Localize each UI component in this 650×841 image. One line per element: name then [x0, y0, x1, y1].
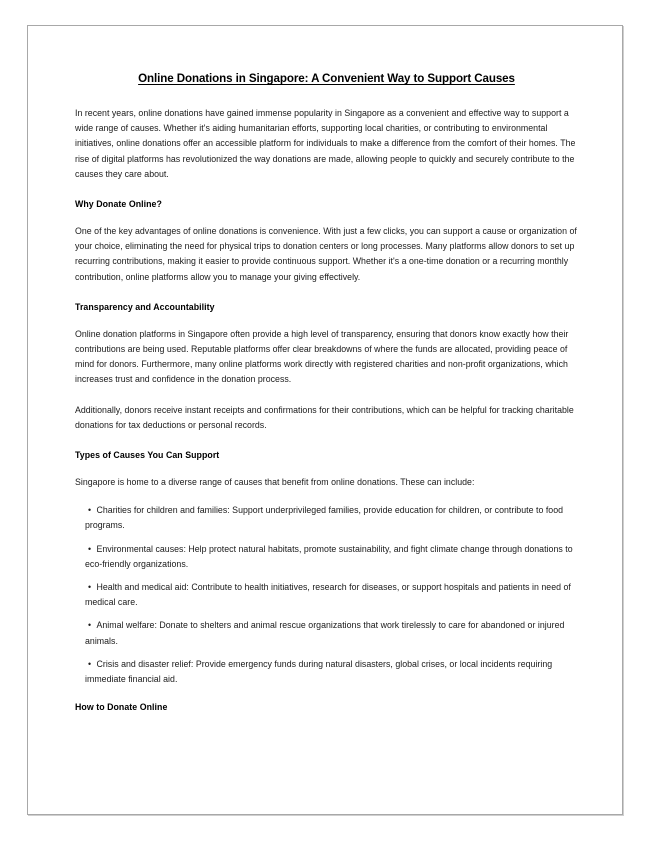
bullet-point-icon: • [88, 620, 92, 631]
page-title: Online Donations in Singapore: A Convenient Way to Support Causes [138, 72, 515, 85]
document-page-frame [27, 25, 623, 815]
spacer [75, 388, 578, 403]
section-paragraph-why-donate-online: One of the key advantages of online donations is convenience. With just a few clicks, you can support a cause or organization of your choice, eliminating the need for physical trips to donation centers or long processes. Many platforms allow donors to set up recurring contributions, making it easier to provide continuous support. Whether it's a one-time donation or a recurring monthly contribution, online platforms allow you to manage your giving effectively. [75, 226, 577, 282]
section-heading-types-of-causes: Types of Causes You Can Support [75, 450, 220, 461]
spacer [75, 314, 578, 327]
list-item-text: Environmental causes: Help protect natural habitats, promote sustainability, and fight climate change through donations to eco-friendly organizations. [85, 543, 573, 569]
list-item-text: Health and medical aid: Contribute to health initiatives, research for diseases, or support hospitals and patients in need of medical care. [85, 582, 571, 608]
document-body [75, 71, 578, 714]
spacer [75, 687, 578, 700]
spacer [75, 534, 578, 542]
spacer [75, 285, 578, 300]
list-item-text: Crisis and disaster relief: Provide emergency funds during natural disasters, global crises, or local incidents requiring immediate financial aid. [85, 658, 553, 685]
section-paragraph-additional-receipts: Additionally, donors receive instant receipts and confirmations for their contributions, which can be helpful for tracking charitable donations for tax deductions or personal records. [75, 404, 574, 430]
list-item [75, 580, 578, 610]
spacer [75, 211, 578, 224]
spacer [75, 462, 578, 475]
list-item [75, 657, 578, 687]
list-item-text: Animal welfare: Donate to shelters and animal rescue organizations that work tirelessly to care for abandoned or injured animals. [85, 620, 565, 646]
bullet-point-icon: • [88, 505, 92, 516]
intro-paragraph: In recent years, online donations have gained immense popularity in Singapore as a convenient and effective way to support a wide range of causes. Whether it's aiding humanitarian efforts, supporting local charities, or contributing to environmental initiatives, online donations offer an accessible platform for individuals to make a difference from the comfort of their homes. The rise of digital platforms has revolutionized the way donations are made, allowing people to quickly and securely contribute to the causes they care about. [75, 108, 576, 179]
spacer [75, 649, 578, 657]
section-heading-how-to-donate-online: How to Donate Online [75, 702, 168, 713]
bullet-point-icon: • [88, 582, 92, 593]
section-heading-transparency-and-accountability: Transparency and Accountability [75, 301, 215, 312]
spacer [75, 610, 578, 618]
section-paragraph-transparency-and-accountability: Online donation platforms in Singapore often provide a high level of transparency, ensuring that donors know exactly how their contributions are being used. Reputable platforms offer clear breakdowns of where the funds are allocated, providing peace of mind for donors. Furthermore, many online platforms work directly with registered charities and non-profit organizations, which increases trust and confidence in the donation process. [75, 328, 569, 385]
bullet-point-icon: • [88, 658, 92, 669]
spacer [75, 572, 578, 580]
spacer [75, 490, 578, 503]
section-paragraph-types-of-causes: Singapore is home to a diverse range of causes that benefit from online donations. These can include: [75, 477, 475, 488]
list-item [75, 618, 578, 648]
spacer [75, 433, 578, 448]
list-item-text: Charities for children and families: Support underprivileged families, provide education for children, or contribute to food programs. [85, 505, 564, 531]
bullet-point-icon: • [88, 543, 92, 554]
spacer [75, 182, 578, 197]
list-item [75, 542, 578, 572]
section-heading-why-donate-online: Why Donate Online? [75, 199, 162, 210]
list-item [75, 503, 578, 533]
